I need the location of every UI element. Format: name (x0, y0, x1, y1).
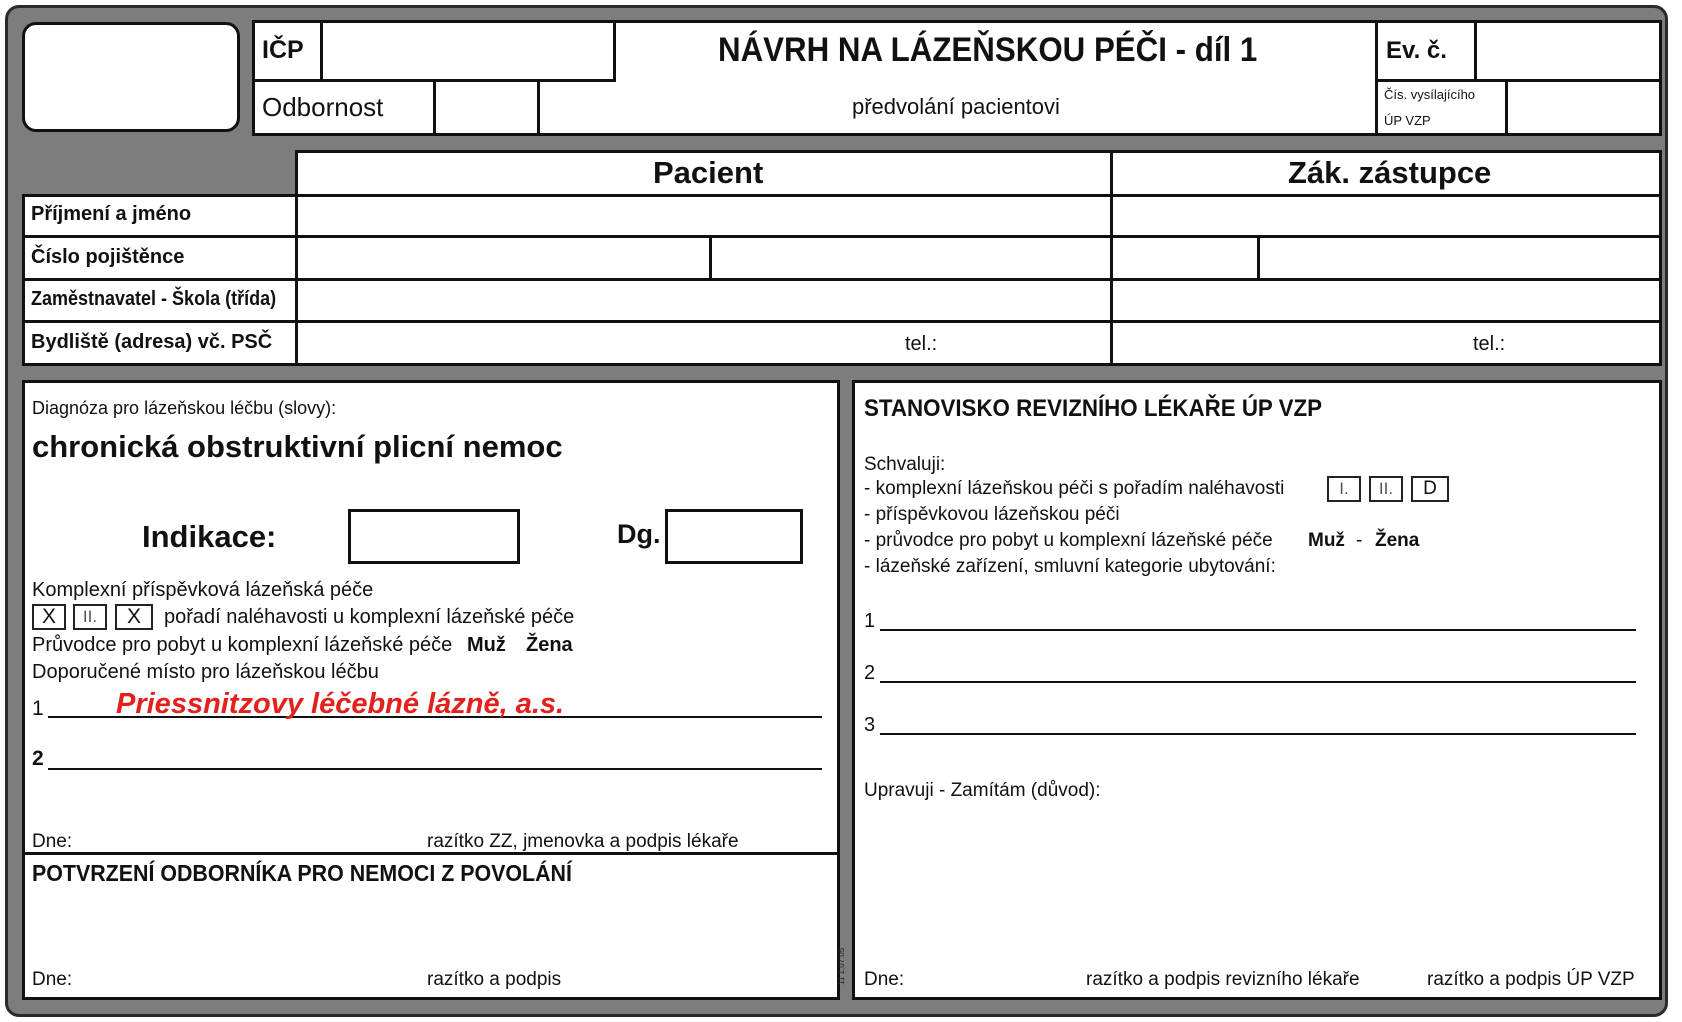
form-title: NÁVRH NA LÁZEŇSKOU PÉČI - díl 1 (718, 31, 1258, 69)
reviewer-male[interactable]: Muž (1308, 530, 1345, 551)
urgency-text: pořadí naléhavosti u komplexní lázeňské péče (164, 606, 575, 628)
guardian-insurance-extra-field[interactable] (1262, 240, 1658, 276)
divider (22, 320, 1662, 323)
reviewer-stamp-label: razítko a podpis revizního lékaře (1086, 969, 1360, 990)
facility-line-2[interactable] (880, 681, 1636, 683)
urgency-box-2[interactable]: II. (73, 604, 107, 630)
indikace-field[interactable] (348, 509, 520, 564)
place-line-2[interactable] (48, 768, 822, 770)
ev-number-field[interactable] (1480, 24, 1658, 78)
divider (1375, 20, 1378, 136)
companion-text: Průvodce pro pobyt u komplexní lázeňské péče (32, 634, 453, 656)
ev-label: Ev. č. (1386, 37, 1447, 64)
divider (22, 278, 1662, 281)
form-code: 11 1.07.05 (837, 947, 846, 985)
guardian-name-field[interactable] (1115, 198, 1658, 234)
icp-field[interactable] (326, 24, 610, 78)
facility-line-3[interactable] (880, 733, 1636, 735)
approve-item-3: - průvodce pro pobyt u komplexní lázeňské péče (864, 530, 1273, 551)
row-label-name: Příjmení a jméno (31, 203, 192, 225)
approve-item-4: - lázeňské zařízení, smluvní kategorie ubytování: (864, 556, 1276, 577)
left-date-label-2: Dne: (32, 969, 73, 990)
modify-reject-label: Upravuji - Zamítám (důvod): (864, 780, 1101, 801)
patient-address-field[interactable] (300, 325, 900, 363)
divider (1257, 235, 1260, 280)
urgency-box-3[interactable]: X (115, 604, 153, 630)
divider (22, 852, 840, 855)
companion-female[interactable]: Žena (526, 634, 573, 656)
reviewer-female[interactable]: Žena (1375, 530, 1420, 551)
patient-name-field[interactable] (300, 198, 1106, 234)
cis-label-2: ÚP VZP (1384, 113, 1431, 128)
indikace-label: Indikace: (142, 519, 277, 554)
place-line-2-number: 2 (32, 747, 44, 770)
facility-line-2-number: 2 (864, 662, 876, 684)
patient-tel-label: tel.: (905, 333, 938, 355)
icp-label: IČP (262, 36, 304, 64)
companion-male[interactable]: Muž (467, 634, 506, 656)
patient-employer-field[interactable] (300, 283, 1106, 319)
reviewer-dash: - (1356, 530, 1363, 551)
row-label-address: Bydliště (adresa) vč. PSČ (31, 331, 273, 353)
divider (320, 20, 323, 82)
facility-line-1[interactable] (880, 629, 1636, 631)
divider (709, 235, 712, 280)
guardian-insurance-field[interactable] (1115, 240, 1255, 276)
dg-label: Dg. (617, 519, 661, 549)
complex-care-label: Komplexní příspěvková lázeňská péče (32, 579, 374, 601)
approve-item-2: - příspěvkovou lázeňskou péči (864, 504, 1120, 525)
place-line-1-number: 1 (32, 697, 44, 720)
patient-insurance-extra-field[interactable] (714, 240, 1106, 276)
row-label-employer: Zaměstnavatel - Škola (třída) (31, 288, 277, 310)
cis-label-1: Čís. vysílajícího (1384, 87, 1476, 102)
reviewer-urgency-1[interactable]: I. (1327, 476, 1361, 502)
facility-line-1-number: 1 (864, 610, 876, 632)
diagnosis-label: Diagnóza pro lázeňskou léčbu (slovy): (32, 398, 337, 418)
form-subtitle: předvolání pacientovi (852, 94, 1060, 119)
signature-stamp-label: razítko a podpis (427, 969, 562, 990)
patient-insurance-field[interactable] (300, 240, 706, 276)
odbornost-label: Odbornost (262, 92, 384, 122)
row-label-insurance: Číslo pojištěnce (31, 246, 185, 268)
cis-field[interactable] (1510, 84, 1658, 132)
reviewer-title: STANOVISKO REVIZNÍHO LÉKAŘE ÚP VZP (864, 395, 1323, 422)
odbornost-field[interactable] (438, 84, 534, 132)
facility-line-3-number: 3 (864, 714, 876, 736)
guardian-tel-label: tel.: (1473, 333, 1506, 355)
reviewer-urgency-3[interactable]: D (1411, 476, 1449, 502)
dg-field[interactable] (665, 509, 803, 564)
divider (613, 20, 616, 82)
guardian-address-field[interactable] (1115, 325, 1465, 363)
approve-item-1: - komplexní lázeňskou péči s pořadím naléhavosti (864, 478, 1285, 499)
divider (1110, 150, 1113, 366)
recommended-place-label: Doporučené místo pro lázeňskou léčbu (32, 661, 379, 683)
office-stamp-label: razítko a podpis ÚP VZP (1427, 969, 1635, 990)
approve-label: Schvaluji: (864, 454, 946, 475)
stamp-box (22, 22, 240, 132)
divider (22, 235, 1662, 238)
divider (1505, 79, 1508, 135)
col-patient: Pacient (653, 155, 764, 190)
right-date-label: Dne: (864, 969, 905, 990)
right-panel (852, 380, 1662, 1000)
occupational-title: POTVRZENÍ ODBORNÍKA PRO NEMOCI Z POVOLÁNÍ (32, 860, 572, 886)
divider (1375, 79, 1662, 82)
divider (537, 79, 540, 135)
diagnosis-value: chronická obstruktivní plicní nemoc (32, 429, 563, 464)
urgency-box-1[interactable]: X (32, 604, 66, 630)
guardian-employer-field[interactable] (1115, 283, 1658, 319)
divider (433, 79, 436, 135)
col-guardian: Zák. zástupce (1288, 155, 1492, 190)
divider (1474, 20, 1477, 82)
reviewer-urgency-2[interactable]: II. (1369, 476, 1403, 502)
doctor-stamp-label: razítko ZZ, jmenovka a podpis lékaře (427, 831, 739, 852)
place-line-1-value[interactable]: Priessnitzovy léčebné lázně, a.s. (116, 688, 565, 720)
left-date-label: Dne: (32, 831, 73, 852)
